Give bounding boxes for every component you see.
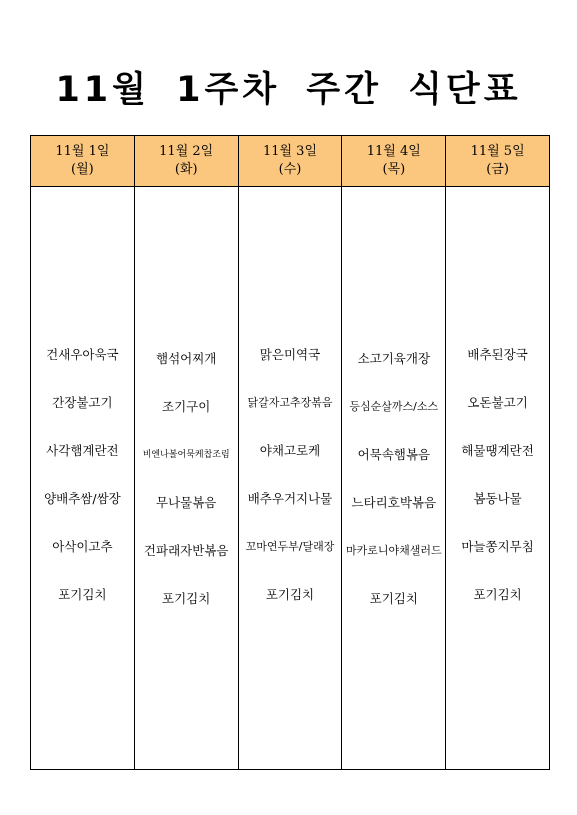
menu-cell-tue <box>134 187 238 770</box>
menu-item: 포기김치 <box>162 591 211 606</box>
menu-row <box>31 187 550 770</box>
menu-item: 포기김치 <box>369 591 418 606</box>
day-date: 11월 5일 <box>470 144 525 159</box>
menu-item: 봄동나물 <box>473 491 522 506</box>
day-header-wed <box>238 136 342 187</box>
menu-cell-mon <box>31 187 135 770</box>
day-header-mon <box>31 136 135 187</box>
day-weekday: (수) <box>278 162 302 177</box>
menu-cell-thu <box>342 187 446 770</box>
menu-item: 해물땡계란전 <box>461 443 534 458</box>
day-weekday: (목) <box>382 162 406 177</box>
menu-list <box>239 345 342 633</box>
page-title: 11월 1주차 주간 식단표 <box>55 70 522 110</box>
menu-item: 어묵속햄볶음 <box>357 447 431 462</box>
menu-item: 건새우아욱국 <box>46 347 119 362</box>
menu-item: 간장불고기 <box>52 395 113 410</box>
menu-item: 닭갈자고추장볶음 <box>247 396 333 409</box>
day-date: 11월 2일 <box>159 144 214 159</box>
day-weekday: (화) <box>174 162 198 177</box>
menu-item: 배추우거지나물 <box>247 491 333 506</box>
menu-item: 마카로니야채샐러드 <box>345 544 442 557</box>
day-date: 11월 1일 <box>55 144 110 159</box>
menu-list <box>446 345 549 633</box>
menu-list <box>135 349 238 637</box>
day-header-fri <box>446 136 550 187</box>
menu-item: 맑은미역국 <box>259 347 321 362</box>
menu-item: 마늘쫑지무침 <box>461 539 534 554</box>
menu-item: 건파래자반볶음 <box>143 543 229 558</box>
day-header-tue <box>134 136 238 187</box>
menu-item: 양배추쌈/쌈장 <box>44 491 121 506</box>
menu-item: 야채고로케 <box>259 443 321 458</box>
menu-cell-wed <box>238 187 342 770</box>
menu-item: 사각햄계란전 <box>46 443 119 458</box>
day-weekday: (금) <box>486 162 509 177</box>
menu-item: 등심순살까스/소스 <box>349 400 439 413</box>
menu-item: 아삭이고추 <box>52 539 113 554</box>
menu-item: 배추된장국 <box>467 347 528 362</box>
menu-item: 포기김치 <box>58 587 107 602</box>
menu-item: 오돈불고기 <box>467 395 528 410</box>
day-date: 11월 4일 <box>366 144 421 159</box>
menu-item: 햄섞어찌개 <box>156 351 217 366</box>
day-header-thu <box>342 136 446 187</box>
day-date: 11월 3일 <box>262 144 318 159</box>
day-weekday: (월) <box>71 162 94 177</box>
menu-table <box>30 135 550 770</box>
menu-item: 포기김치 <box>265 587 315 602</box>
menu-cell-fri <box>446 187 550 770</box>
menu-list <box>342 349 445 637</box>
menu-item: 조기구이 <box>162 399 211 414</box>
menu-item: 포기김치 <box>473 587 522 602</box>
menu-item: 꼬마연두부/달래장 <box>245 540 335 553</box>
menu-item: 무나물볶음 <box>156 495 217 510</box>
menu-item: 느타리호박볶음 <box>351 495 437 510</box>
menu-list <box>31 345 134 633</box>
menu-item: 비엔나볼어묵케찹조림 <box>142 450 230 460</box>
menu-item: 소고기육개장 <box>357 351 431 366</box>
header-row <box>31 136 550 187</box>
